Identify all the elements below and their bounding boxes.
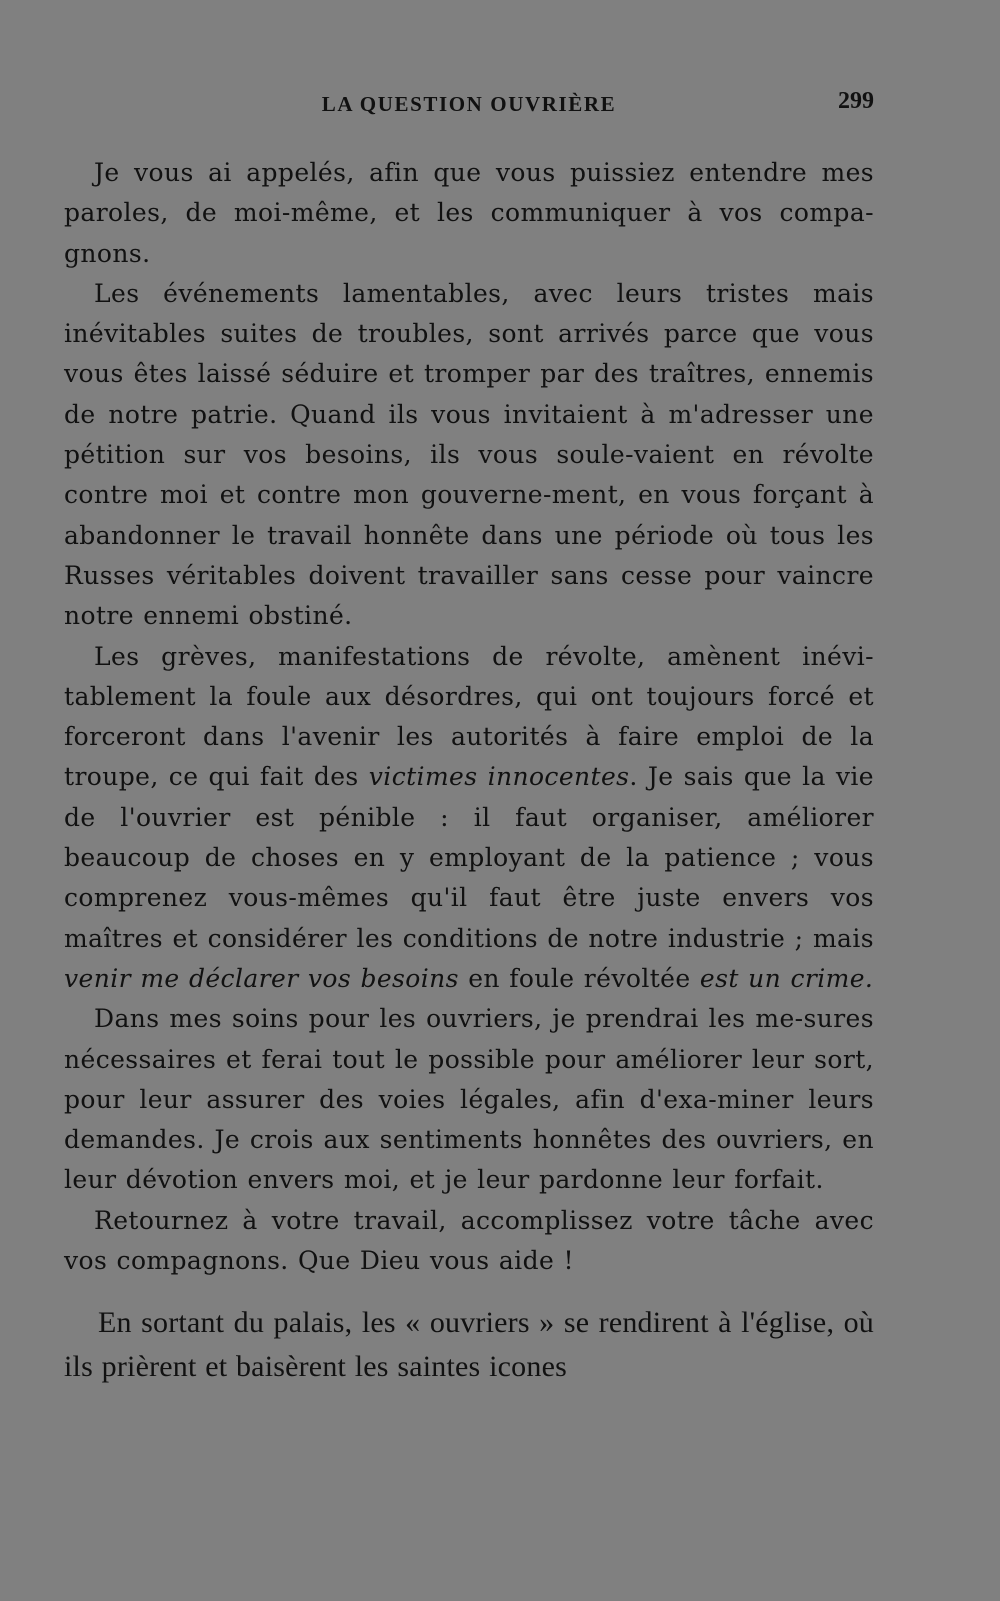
paragraph-1: Je vous ai appelés, afin que vous puissiez entendre mes paroles, de moi-même, et les communiquer à vos compa-gnons. [64, 158, 874, 268]
paragraph-3-text-e: en foule révoltée [458, 963, 700, 993]
body-text [64, 153, 874, 1389]
paragraph-3-text-c: . Je sais que la vie de l'ouvrier est pénible : il faut organiser, améliorer beaucoup de choses en y employant de la patience ; vous comprenez vous-mêmes qu'il faut être juste envers vos maîtres et considérer les conditions de notre industrie ; mais [64, 762, 874, 953]
paragraph-3-text-a: Les grèves, manifestations de révolte, amènent inévi-tablement la foule aux désordres, qui ont toujours forcé et forceront dans l'avenir les autorités à faire emploi de la troupe, ce qui fait des [64, 641, 874, 792]
running-head [64, 88, 874, 128]
paragraph-4: Dans mes soins pour les ouvriers, je prendrai les me-sures nécessaires et ferai tout le possible pour améliorer leur sort, pour leur assurer des voies légales, afin d'exa-miner leurs demandes. Je crois aux sentiments honnêtes des ouvriers, en leur dévotion envers moi, et je leur pardonne leur forfait. [64, 1004, 874, 1195]
paragraph-3-italic-d: venir me déclarer vos besoins [64, 963, 459, 993]
paragraph-6: En sortant du palais, les « ouvriers » se rendirent à l'église, où ils prièrent et baisèrent les saintes icones [64, 1306, 874, 1384]
page-number: 299 [838, 88, 874, 114]
paragraph-3-italic-f: est un crime. [699, 963, 874, 993]
paragraph-2: Les événements lamentables, avec leurs tristes mais inévitables suites de troubles, sont arrivés parce que vous vous êtes laissé séduire et tromper par des traîtres, ennemis de notre patrie. Quand ils vous invitaient à m'adresser une pétition sur vos besoins, ils vous soule-vaient en révolte contre moi et contre mon gouverne-ment, en vous forçant à abandonner le travail honnête dans une période où tous les Russes véritables doivent travailler sans cesse pour vaincre notre ennemi obstiné. [64, 278, 874, 631]
paragraph-5: Retournez à votre travail, accomplissez votre tâche avec vos compagnons. Que Dieu vous aide ! [64, 1205, 874, 1276]
paragraph-3-italic-b: victimes innocentes [368, 762, 630, 792]
paragraph-3 [64, 637, 874, 1000]
running-title: LA QUESTION OUVRIÈRE [321, 92, 617, 116]
